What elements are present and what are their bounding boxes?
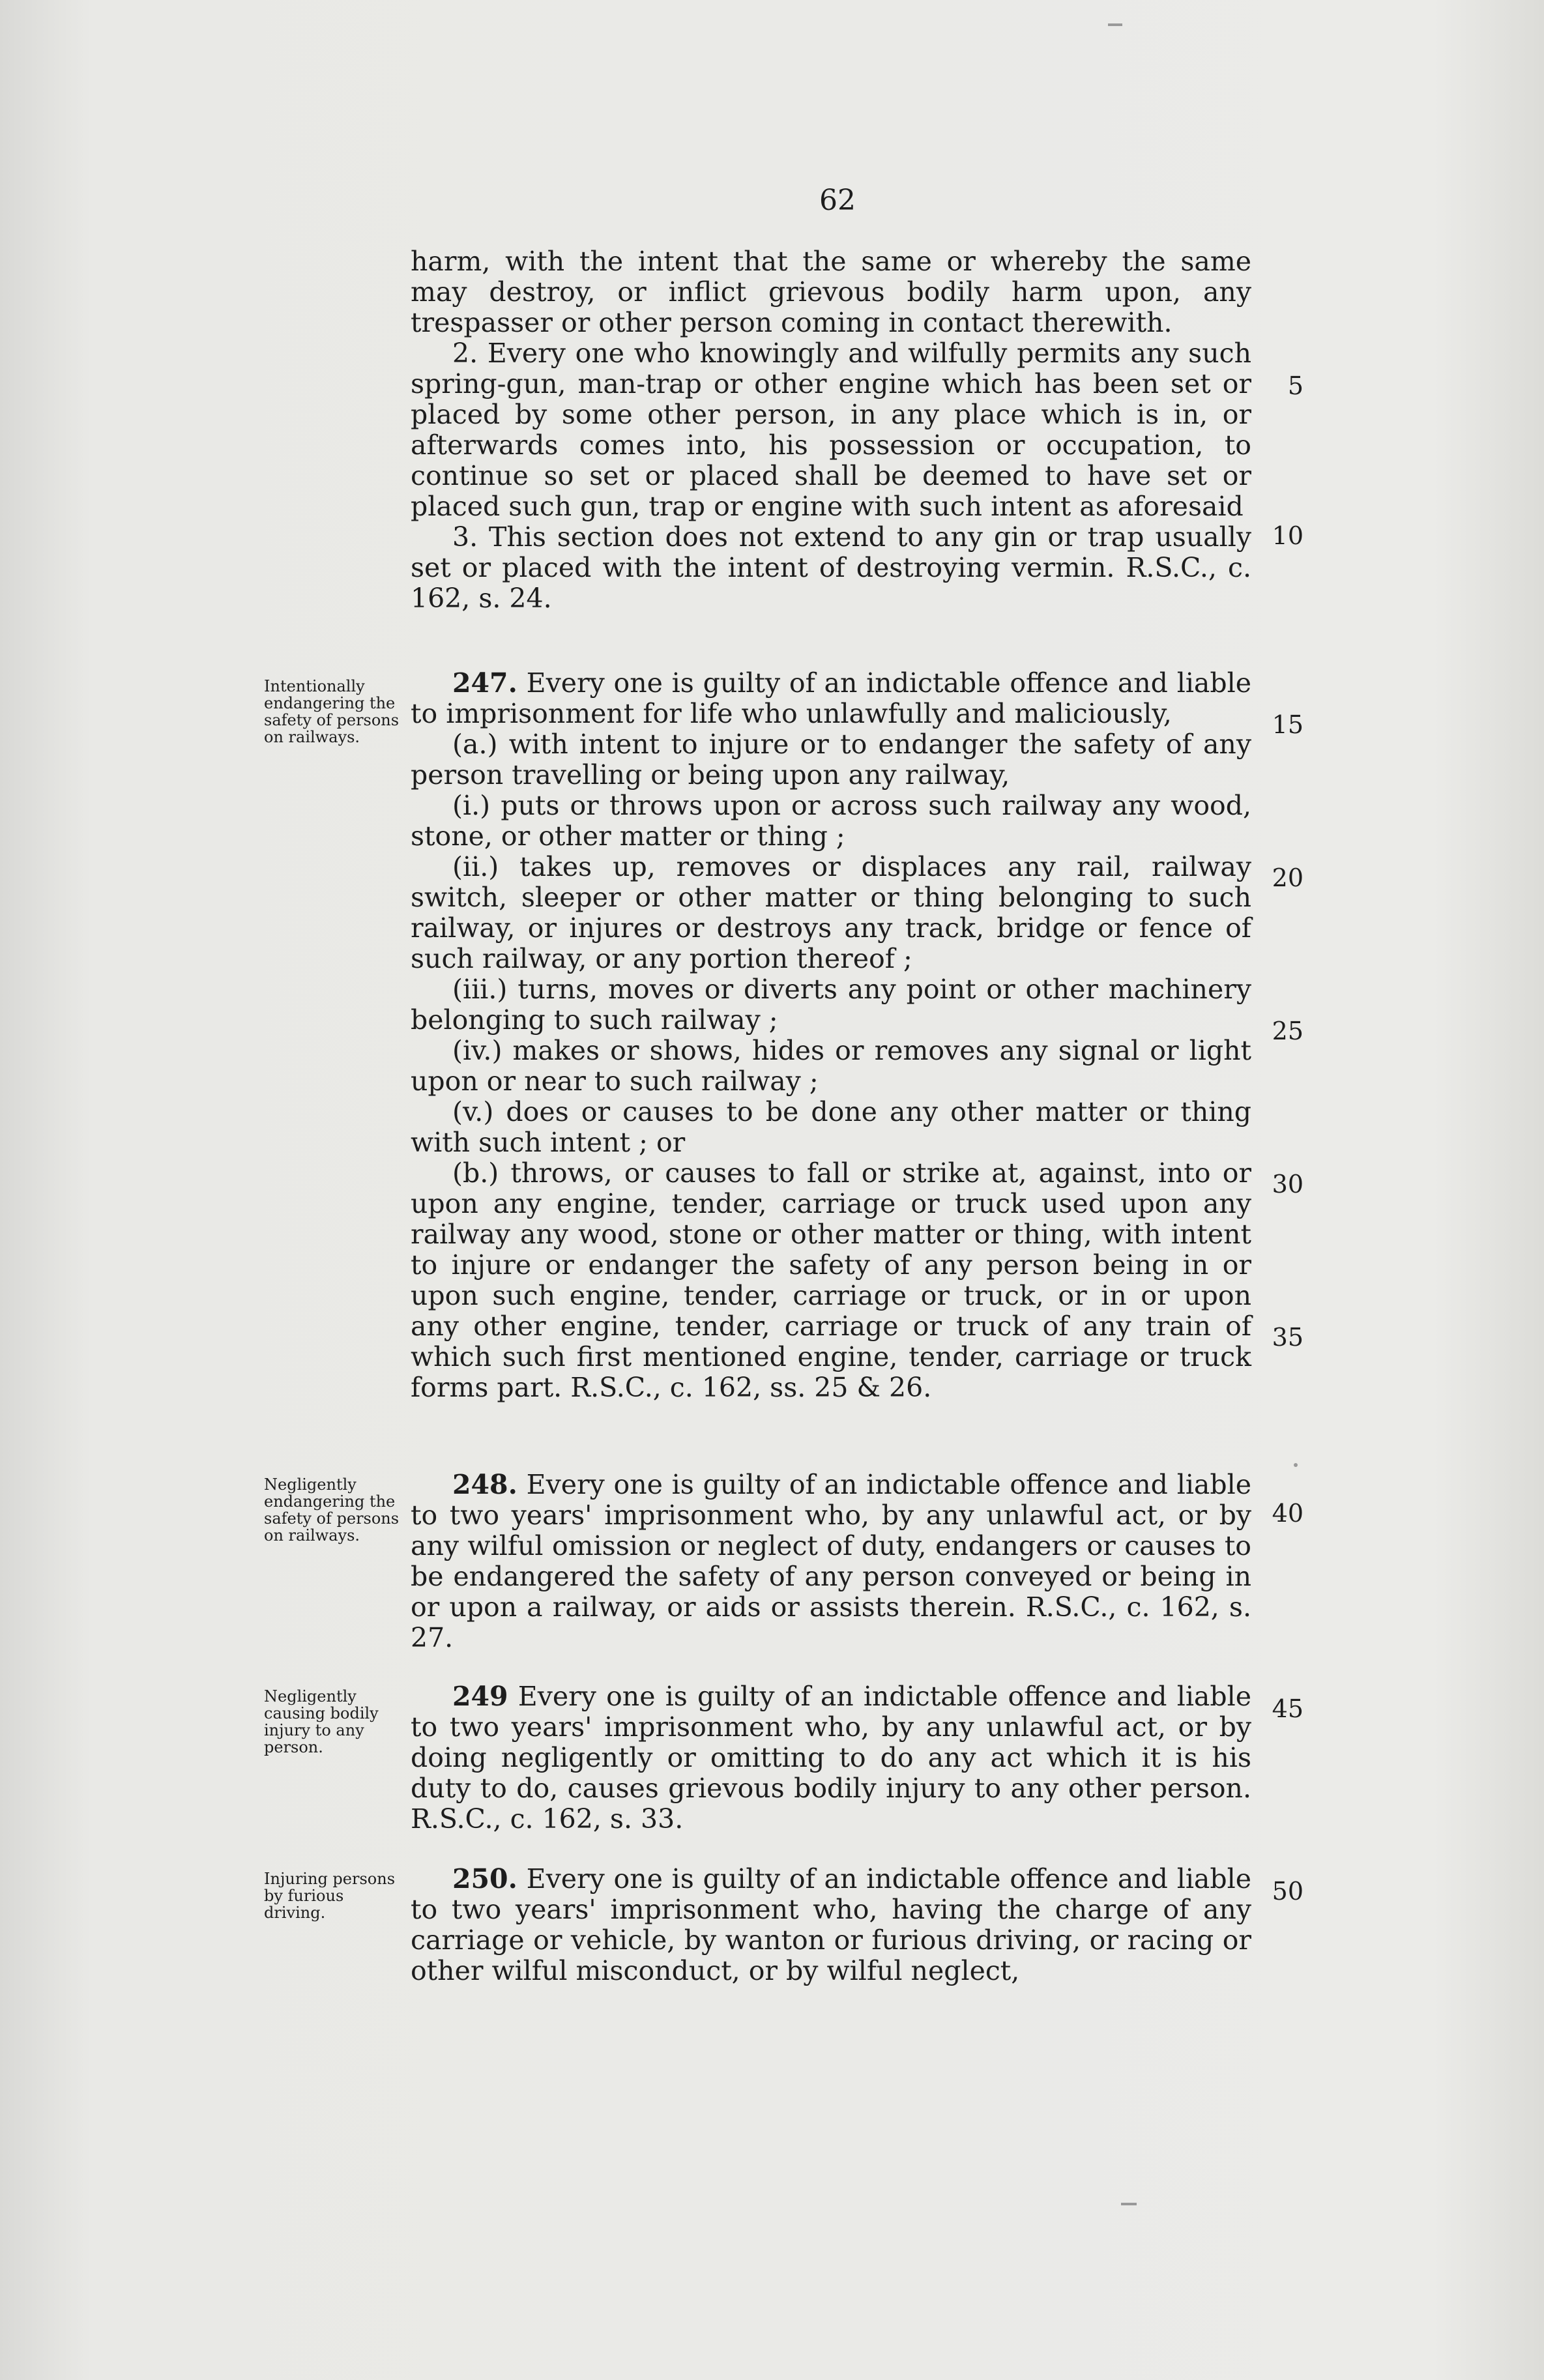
line-number: 45: [1272, 1694, 1304, 1723]
section-246-continuation: [411, 246, 1251, 614]
section-lead: [411, 1864, 1251, 1986]
clause-ii: (ii.) takes up, removes or displaces any rail, railway switch, sleeper or other matter or thing belonging to such railway, or injures or destroys any track, bridge or fence of such railway, or any portion thereof ;: [411, 851, 1251, 974]
section-249: [411, 1681, 1251, 1835]
section-text: Every one is guilty of an indictable offence and liable to imprisonment for life who unlawfully and maliciously,: [411, 667, 1251, 729]
section-text: Every one is guilty of an indictable offence and liable to two years' imprisonment who, having the charge of any carriage or vehicle, by wanton or furious driving, or racing or other wilful misconduct, or by wilful neglect,: [411, 1863, 1251, 1986]
clause-v: (v.) does or causes to be done any other matter or thing with such intent ; or: [411, 1096, 1251, 1158]
section-250: [411, 1864, 1251, 1986]
line-number: 40: [1272, 1499, 1304, 1528]
paragraph: 3. This section does not extend to any gin or trap usually set or placed with the intent of destroying vermin. R.S.C., c. 162, s. 24.: [411, 521, 1251, 614]
section-text: Every one is guilty of an indictable offence and liable to two years' imprisonment who, by any unlawful act, or by doing negligently or omitting to do any act which it is his duty to do, causes grievous bodily injury to any other person. R.S.C., c. 162, s. 33.: [411, 1681, 1251, 1835]
paragraph: 2. Every one who knowingly and wilfully permits any such spring-gun, man-trap or other engine which has been set or placed by some other person, in any place which is in, or afterwards comes into, his possession or occupation, to continue so set or placed shall be deemed to have set or placed such gun, trap or engine with such intent as aforesaid: [411, 338, 1251, 522]
page-number: 62: [819, 184, 856, 217]
paragraph: harm, with the intent that the same or whereby the same may destroy, or inflict grievous bodily harm upon, any trespasser or other person coming in contact therewith.: [411, 246, 1251, 338]
clause-b: (b.) throws, or causes to fall or strike at, against, into or upon any engine, tender, carriage or truck used upon any railway any wood, stone or other matter or thing, with intent to injure or endanger the safety of any person being in or upon such engine, tender, carriage or truck, or in or upon any other engine, tender, carriage or truck of any train of which such first mentioned engine, tender, carriage or truck forms part. R.S.C., c. 162, ss. 25 & 26.: [411, 1157, 1251, 1403]
line-number: 30: [1272, 1170, 1304, 1198]
section-number: 248.: [452, 1469, 517, 1500]
clause-i: (i.) puts or throws upon or across such railway any wood, stone, or other matter or thing ;: [411, 790, 1251, 852]
line-number: 50: [1272, 1877, 1304, 1906]
scan-speck: [1108, 23, 1122, 26]
clause-iii: (iii.) turns, moves or diverts any point or other machinery belonging to such railway ;: [411, 974, 1251, 1036]
section-247: [411, 668, 1251, 1403]
section-248: [411, 1470, 1251, 1653]
margin-note-250: Injuring persons by furious driving.: [264, 1870, 396, 1922]
clause-a: (a.) with intent to injure or to endanger the safety of any person travelling or being upon any railway,: [411, 729, 1251, 791]
line-number: 25: [1272, 1017, 1304, 1045]
section-lead: [411, 1470, 1251, 1653]
section-text: Every one is guilty of an indictable offence and liable to two years' imprisonment who, by any unlawful act, or by any wilful omission or neglect of duty, endangers or causes to be endangered the safety of any person conveyed or being in or upon a railway, or aids or assists therein. R.S.C., c. 162, s. 27.: [411, 1469, 1251, 1653]
margin-note-247: Intentionally endangering the safety of persons on railways.: [264, 677, 400, 746]
section-number: 250.: [452, 1863, 517, 1894]
line-number: 5: [1287, 371, 1304, 400]
scan-speck: [1294, 1463, 1298, 1467]
line-number: 10: [1272, 521, 1304, 550]
section-number: 247.: [452, 667, 517, 699]
clause-iv: (iv.) makes or shows, hides or removes any signal or light upon or near to such railway ;: [411, 1035, 1251, 1097]
scan-speck: [1121, 2203, 1137, 2205]
section-lead: [411, 1681, 1251, 1835]
margin-note-249: Negligently causing bodily injury to any person.: [264, 1687, 379, 1756]
section-number: 249: [452, 1681, 508, 1712]
margin-note-248: Negligently endangering the safety of persons on railways.: [264, 1475, 400, 1545]
line-number: 35: [1272, 1323, 1304, 1352]
section-lead: [411, 668, 1251, 729]
line-number: 15: [1272, 710, 1304, 739]
line-number: 20: [1272, 863, 1304, 892]
